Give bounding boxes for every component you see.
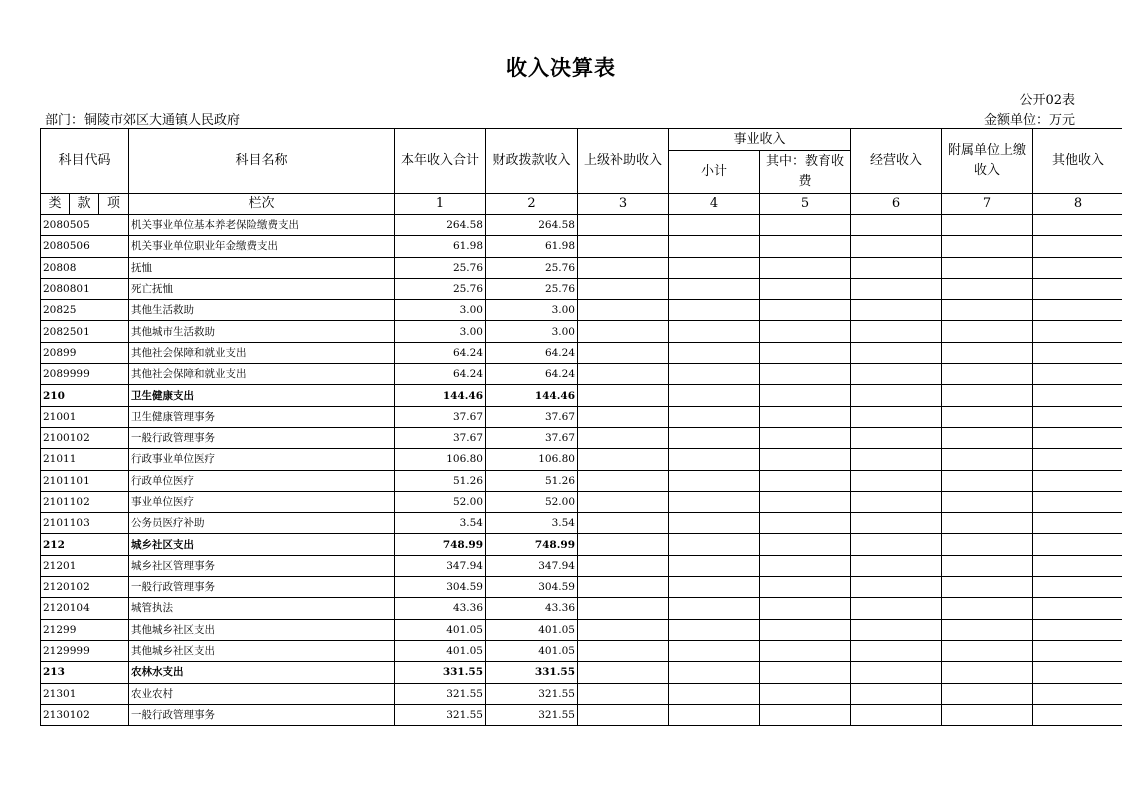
table-row: [41, 577, 1122, 598]
table-row: [41, 385, 1122, 406]
cell-operating: [851, 278, 942, 299]
cell-code: 2082501: [41, 321, 129, 342]
cell-affiliated: [942, 640, 1033, 661]
cell-superior: [578, 342, 669, 363]
cell-other: [1033, 640, 1122, 661]
cell-fiscal: 264.58: [486, 215, 578, 236]
cell-total: 264.58: [395, 215, 486, 236]
cell-operating: [851, 364, 942, 385]
cell-operating: [851, 619, 942, 640]
cell-subtotal: [669, 577, 760, 598]
cell-name: 抚恤: [129, 257, 395, 278]
header-lei: 类: [41, 194, 70, 215]
cell-fiscal: 64.24: [486, 364, 578, 385]
header-code: 科目代码: [41, 129, 129, 194]
cell-affiliated: [942, 513, 1033, 534]
cell-other: [1033, 321, 1122, 342]
header-education: 其中：教育收费: [760, 151, 851, 194]
cell-total: 37.67: [395, 427, 486, 448]
cell-fiscal: 37.67: [486, 406, 578, 427]
cell-total: 321.55: [395, 704, 486, 725]
cell-operating: [851, 534, 942, 555]
cell-operating: [851, 427, 942, 448]
cell-fiscal: 3.00: [486, 321, 578, 342]
cell-code: 2080506: [41, 236, 129, 257]
table-row: [41, 364, 1122, 385]
cell-other: [1033, 491, 1122, 512]
cell-other: [1033, 577, 1122, 598]
header-business: 事业收入: [669, 129, 851, 151]
cell-subtotal: [669, 662, 760, 683]
cell-fiscal: 64.24: [486, 342, 578, 363]
cell-education: [760, 449, 851, 470]
cell-fiscal: 144.46: [486, 385, 578, 406]
cell-operating: [851, 683, 942, 704]
table-row: [41, 619, 1122, 640]
cell-education: [760, 278, 851, 299]
cell-affiliated: [942, 470, 1033, 491]
cell-total: 64.24: [395, 342, 486, 363]
cell-education: [760, 406, 851, 427]
cell-subtotal: [669, 427, 760, 448]
header-column-label: 栏次: [129, 194, 395, 215]
income-table: [40, 128, 1122, 726]
cell-subtotal: [669, 236, 760, 257]
table-body: [41, 215, 1122, 726]
cell-fiscal: 3.00: [486, 300, 578, 321]
cell-total: 401.05: [395, 619, 486, 640]
cell-total: 52.00: [395, 491, 486, 512]
cell-superior: [578, 683, 669, 704]
cell-operating: [851, 577, 942, 598]
table-row: [41, 449, 1122, 470]
cell-code: 20899: [41, 342, 129, 363]
cell-code: 2100102: [41, 427, 129, 448]
cell-name: 其他生活救助: [129, 300, 395, 321]
cell-education: [760, 364, 851, 385]
cell-other: [1033, 427, 1122, 448]
cell-superior: [578, 321, 669, 342]
cell-superior: [578, 406, 669, 427]
table-row: [41, 513, 1122, 534]
cell-operating: [851, 470, 942, 491]
cell-fiscal: 3.54: [486, 513, 578, 534]
cell-total: 106.80: [395, 449, 486, 470]
cell-name: 农林水支出: [129, 662, 395, 683]
cell-superior: [578, 640, 669, 661]
col-num: 8: [1033, 194, 1122, 215]
cell-code: 2129999: [41, 640, 129, 661]
table-row: [41, 300, 1122, 321]
cell-subtotal: [669, 300, 760, 321]
cell-superior: [578, 619, 669, 640]
cell-other: [1033, 598, 1122, 619]
cell-fiscal: 347.94: [486, 555, 578, 576]
cell-education: [760, 555, 851, 576]
cell-education: [760, 619, 851, 640]
cell-total: 321.55: [395, 683, 486, 704]
cell-superior: [578, 534, 669, 555]
cell-subtotal: [669, 406, 760, 427]
cell-name: 死亡抚恤: [129, 278, 395, 299]
table-row: [41, 470, 1122, 491]
cell-name: 机关事业单位基本养老保险缴费支出: [129, 215, 395, 236]
cell-education: [760, 662, 851, 683]
cell-total: 25.76: [395, 278, 486, 299]
cell-name: 机关事业单位职业年金缴费支出: [129, 236, 395, 257]
header-operating: 经营收入: [851, 129, 942, 194]
col-num: 4: [669, 194, 760, 215]
table-row: [41, 236, 1122, 257]
cell-name: 行政单位医疗: [129, 470, 395, 491]
cell-superior: [578, 364, 669, 385]
cell-superior: [578, 449, 669, 470]
cell-fiscal: 61.98: [486, 236, 578, 257]
cell-subtotal: [669, 364, 760, 385]
cell-code: 2120102: [41, 577, 129, 598]
cell-affiliated: [942, 427, 1033, 448]
cell-total: 304.59: [395, 577, 486, 598]
cell-affiliated: [942, 321, 1033, 342]
cell-education: [760, 577, 851, 598]
table-row: [41, 427, 1122, 448]
table-row: [41, 491, 1122, 512]
cell-education: [760, 215, 851, 236]
cell-education: [760, 534, 851, 555]
cell-education: [760, 491, 851, 512]
cell-affiliated: [942, 619, 1033, 640]
cell-code: 20825: [41, 300, 129, 321]
cell-subtotal: [669, 683, 760, 704]
cell-operating: [851, 640, 942, 661]
cell-other: [1033, 300, 1122, 321]
cell-total: 61.98: [395, 236, 486, 257]
cell-affiliated: [942, 491, 1033, 512]
cell-superior: [578, 704, 669, 725]
cell-other: [1033, 619, 1122, 640]
cell-superior: [578, 300, 669, 321]
table-row: [41, 257, 1122, 278]
cell-affiliated: [942, 449, 1033, 470]
cell-affiliated: [942, 683, 1033, 704]
cell-education: [760, 598, 851, 619]
cell-name: 卫生健康管理事务: [129, 406, 395, 427]
cell-other: [1033, 278, 1122, 299]
table-row: [41, 555, 1122, 576]
cell-other: [1033, 385, 1122, 406]
cell-education: [760, 470, 851, 491]
cell-operating: [851, 215, 942, 236]
cell-education: [760, 342, 851, 363]
cell-affiliated: [942, 406, 1033, 427]
table-row: [41, 215, 1122, 236]
table-row: [41, 683, 1122, 704]
cell-name: 一般行政管理事务: [129, 577, 395, 598]
cell-education: [760, 704, 851, 725]
cell-name: 城乡社区支出: [129, 534, 395, 555]
header-subtotal: 小计: [669, 151, 760, 194]
col-num: 7: [942, 194, 1033, 215]
table-row: [41, 598, 1122, 619]
cell-education: [760, 513, 851, 534]
cell-other: [1033, 215, 1122, 236]
col-num: 1: [395, 194, 486, 215]
cell-code: 2101102: [41, 491, 129, 512]
cell-affiliated: [942, 215, 1033, 236]
cell-education: [760, 385, 851, 406]
cell-name: 其他城乡社区支出: [129, 640, 395, 661]
cell-name: 其他城乡社区支出: [129, 619, 395, 640]
cell-education: [760, 257, 851, 278]
cell-code: 212: [41, 534, 129, 555]
cell-total: 3.54: [395, 513, 486, 534]
cell-fiscal: 51.26: [486, 470, 578, 491]
cell-code: 20808: [41, 257, 129, 278]
header-kuan: 款: [70, 194, 99, 215]
cell-code: 2101103: [41, 513, 129, 534]
header-xiang: 项: [99, 194, 129, 215]
cell-total: 64.24: [395, 364, 486, 385]
cell-code: 2080505: [41, 215, 129, 236]
cell-code: 21299: [41, 619, 129, 640]
cell-subtotal: [669, 470, 760, 491]
cell-code: 21301: [41, 683, 129, 704]
cell-operating: [851, 300, 942, 321]
cell-operating: [851, 513, 942, 534]
cell-subtotal: [669, 278, 760, 299]
col-num: 2: [486, 194, 578, 215]
cell-other: [1033, 236, 1122, 257]
cell-subtotal: [669, 257, 760, 278]
table-row: [41, 640, 1122, 661]
cell-code: 2089999: [41, 364, 129, 385]
cell-subtotal: [669, 619, 760, 640]
table-row: [41, 406, 1122, 427]
cell-superior: [578, 278, 669, 299]
cell-affiliated: [942, 577, 1033, 598]
cell-fiscal: 748.99: [486, 534, 578, 555]
cell-total: 37.67: [395, 406, 486, 427]
cell-affiliated: [942, 364, 1033, 385]
cell-superior: [578, 470, 669, 491]
cell-education: [760, 321, 851, 342]
cell-fiscal: 321.55: [486, 704, 578, 725]
cell-other: [1033, 555, 1122, 576]
cell-other: [1033, 364, 1122, 385]
cell-code: 2130102: [41, 704, 129, 725]
cell-other: [1033, 342, 1122, 363]
cell-subtotal: [669, 598, 760, 619]
cell-other: [1033, 683, 1122, 704]
cell-superior: [578, 215, 669, 236]
cell-fiscal: 401.05: [486, 619, 578, 640]
cell-name: 一般行政管理事务: [129, 704, 395, 725]
cell-fiscal: 25.76: [486, 278, 578, 299]
cell-code: 2101101: [41, 470, 129, 491]
amount-unit-label: 金额单位：万元: [983, 113, 1075, 128]
cell-superior: [578, 555, 669, 576]
cell-affiliated: [942, 236, 1033, 257]
cell-superior: [578, 236, 669, 257]
cell-total: 51.26: [395, 470, 486, 491]
cell-operating: [851, 385, 942, 406]
cell-other: [1033, 662, 1122, 683]
cell-name: 其他社会保障和就业支出: [129, 342, 395, 363]
table-row: [41, 342, 1122, 363]
cell-operating: [851, 598, 942, 619]
table-row: [41, 534, 1122, 555]
cell-operating: [851, 406, 942, 427]
cell-other: [1033, 449, 1122, 470]
cell-total: 347.94: [395, 555, 486, 576]
cell-code: 210: [41, 385, 129, 406]
cell-name: 行政事业单位医疗: [129, 449, 395, 470]
cell-other: [1033, 534, 1122, 555]
cell-total: 331.55: [395, 662, 486, 683]
cell-name: 公务员医疗补助: [129, 513, 395, 534]
header-name: 科目名称: [129, 129, 395, 194]
header-fiscal: 财政拨款收入: [486, 129, 578, 194]
cell-other: [1033, 513, 1122, 534]
cell-operating: [851, 491, 942, 512]
cell-code: 213: [41, 662, 129, 683]
cell-fiscal: 25.76: [486, 257, 578, 278]
cell-education: [760, 300, 851, 321]
cell-total: 144.46: [395, 385, 486, 406]
page-title: 收入决算表: [506, 55, 616, 80]
cell-operating: [851, 555, 942, 576]
cell-superior: [578, 513, 669, 534]
cell-education: [760, 683, 851, 704]
cell-name: 卫生健康支出: [129, 385, 395, 406]
cell-superior: [578, 385, 669, 406]
col-num: 5: [760, 194, 851, 215]
cell-code: 21011: [41, 449, 129, 470]
form-number: 公开02表: [1019, 93, 1075, 108]
cell-fiscal: 37.67: [486, 427, 578, 448]
cell-superior: [578, 427, 669, 448]
cell-other: [1033, 406, 1122, 427]
cell-subtotal: [669, 342, 760, 363]
cell-affiliated: [942, 278, 1033, 299]
cell-operating: [851, 257, 942, 278]
cell-total: 43.36: [395, 598, 486, 619]
table-row: [41, 704, 1122, 725]
cell-subtotal: [669, 704, 760, 725]
cell-name: 其他社会保障和就业支出: [129, 364, 395, 385]
cell-education: [760, 236, 851, 257]
department-label: 部门：铜陵市郊区大通镇人民政府: [45, 113, 241, 128]
col-num: 3: [578, 194, 669, 215]
cell-superior: [578, 257, 669, 278]
cell-operating: [851, 321, 942, 342]
cell-subtotal: [669, 449, 760, 470]
cell-subtotal: [669, 534, 760, 555]
cell-affiliated: [942, 385, 1033, 406]
cell-name: 城管执法: [129, 598, 395, 619]
cell-other: [1033, 470, 1122, 491]
cell-fiscal: 52.00: [486, 491, 578, 512]
cell-name: 事业单位医疗: [129, 491, 395, 512]
cell-total: 401.05: [395, 640, 486, 661]
cell-name: 其他城市生活救助: [129, 321, 395, 342]
cell-fiscal: 331.55: [486, 662, 578, 683]
cell-operating: [851, 662, 942, 683]
table-row: [41, 662, 1122, 683]
cell-education: [760, 427, 851, 448]
cell-code: 2080801: [41, 278, 129, 299]
cell-superior: [578, 491, 669, 512]
cell-operating: [851, 236, 942, 257]
cell-subtotal: [669, 491, 760, 512]
cell-fiscal: 43.36: [486, 598, 578, 619]
cell-affiliated: [942, 598, 1033, 619]
cell-operating: [851, 342, 942, 363]
cell-superior: [578, 598, 669, 619]
cell-affiliated: [942, 662, 1033, 683]
cell-fiscal: 321.55: [486, 683, 578, 704]
header-other: 其他收入: [1033, 129, 1122, 194]
cell-code: 21201: [41, 555, 129, 576]
cell-affiliated: [942, 704, 1033, 725]
cell-total: 3.00: [395, 300, 486, 321]
cell-total: 25.76: [395, 257, 486, 278]
cell-other: [1033, 704, 1122, 725]
cell-name: 城乡社区管理事务: [129, 555, 395, 576]
cell-total: 3.00: [395, 321, 486, 342]
cell-superior: [578, 577, 669, 598]
cell-subtotal: [669, 640, 760, 661]
header-total: 本年收入合计: [395, 129, 486, 194]
cell-code: 21001: [41, 406, 129, 427]
cell-name: 一般行政管理事务: [129, 427, 395, 448]
table-row: [41, 278, 1122, 299]
header-superior: 上级补助收入: [578, 129, 669, 194]
cell-code: 2120104: [41, 598, 129, 619]
cell-superior: [578, 662, 669, 683]
cell-other: [1033, 257, 1122, 278]
cell-subtotal: [669, 321, 760, 342]
cell-subtotal: [669, 215, 760, 236]
cell-fiscal: 401.05: [486, 640, 578, 661]
cell-affiliated: [942, 534, 1033, 555]
cell-name: 农业农村: [129, 683, 395, 704]
col-num: 6: [851, 194, 942, 215]
header-affiliated: 附属单位上缴收入: [942, 129, 1033, 194]
cell-subtotal: [669, 555, 760, 576]
cell-fiscal: 304.59: [486, 577, 578, 598]
cell-operating: [851, 704, 942, 725]
cell-subtotal: [669, 513, 760, 534]
cell-operating: [851, 449, 942, 470]
cell-affiliated: [942, 257, 1033, 278]
cell-total: 748.99: [395, 534, 486, 555]
table-row: [41, 321, 1122, 342]
cell-education: [760, 640, 851, 661]
cell-affiliated: [942, 300, 1033, 321]
cell-affiliated: [942, 342, 1033, 363]
cell-affiliated: [942, 555, 1033, 576]
cell-subtotal: [669, 385, 760, 406]
cell-fiscal: 106.80: [486, 449, 578, 470]
